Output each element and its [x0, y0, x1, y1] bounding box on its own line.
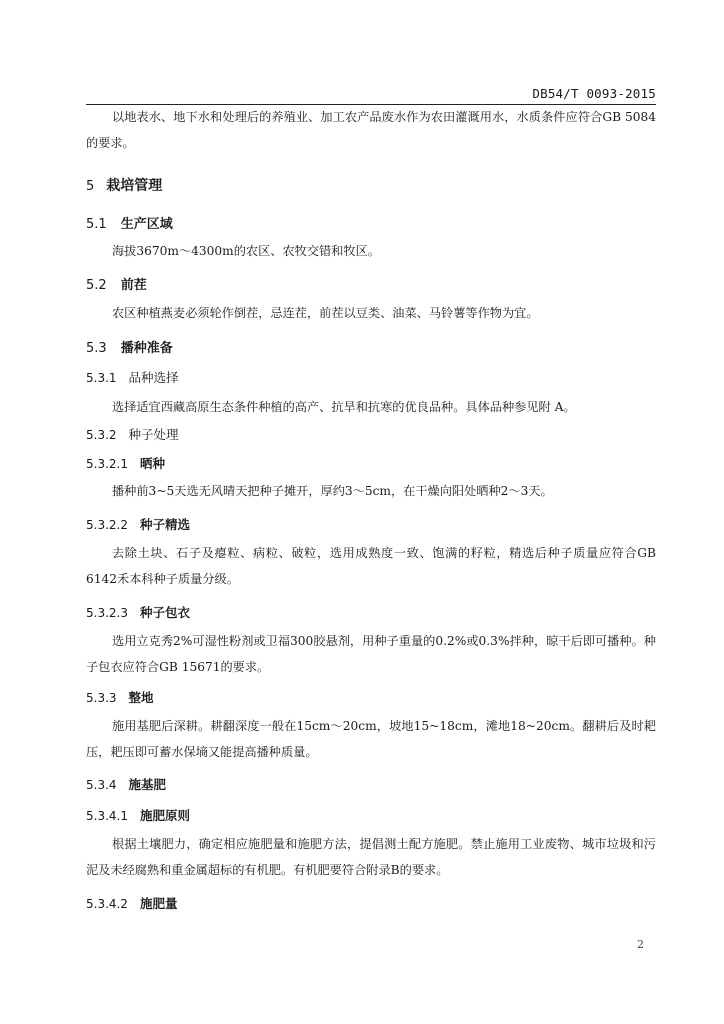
section-5-3-2-3-heading: [86, 603, 656, 623]
section-5-3-3-heading: [86, 688, 656, 708]
section-5-1-heading: [86, 215, 656, 235]
section-title: 种子处理: [128, 427, 179, 442]
section-number: 5.3.4: [86, 778, 117, 792]
section-number: 5.3.4.1: [86, 809, 128, 823]
section-5-1-text: 海拔3670m～4300m的农区、农牧交错和牧区。: [112, 244, 380, 258]
section-title: 种子精选: [139, 517, 190, 532]
section-5-3-2-1-heading: [86, 454, 656, 474]
section-title: 施肥量: [139, 896, 178, 911]
section-5-heading: [86, 176, 656, 197]
section-5-3-4-heading: [86, 775, 656, 795]
section-5-3-2-2-text: 去除土块、石子及瘪粒、病粒、破粒，选用成熟度一致、饱满的籽粒，精选后种子质量应符合GB 6142禾本科种子质量分级。: [86, 546, 656, 586]
section-number: 5.3.2.2: [86, 518, 128, 532]
section-5-3-2-1-text: 播种前3~5天选无风晴天把种子摊开，厚约3～5cm，在干燥向阳处晒种2～3天。: [112, 484, 553, 498]
section-number: 5: [86, 179, 95, 194]
section-number: 5.3.2: [86, 428, 117, 442]
section-number: 5.3.2.3: [86, 606, 128, 620]
section-title: 栽培管理: [106, 178, 163, 194]
section-5-3-2-heading: [86, 425, 656, 445]
section-title: 晒种: [139, 456, 165, 471]
section-title: 前茬: [120, 278, 147, 293]
document-code: DB54/T 0093-2015: [532, 86, 656, 101]
section-title: 施肥原则: [139, 808, 190, 823]
section-number: 5.3.1: [86, 371, 117, 385]
section-5-3-3-text: 施用基肥后深耕。耕翻深度一般在15cm～20cm，坡地15~18cm，滩地18~20cm。翻耕后及时耙压，耙压即可蓄水保墒又能提高播种质量。: [86, 719, 656, 759]
section-5-2-text: 农区种植燕麦必须轮作倒茬，忌连茬，前茬以豆类、油菜、马铃薯等作物为宜。: [112, 306, 539, 320]
section-5-3-1-text: 选择适宜西藏高原生态条件种植的高产、抗旱和抗寒的优良品种。具体品种参见附 A。: [112, 400, 576, 414]
section-5-3-heading: [86, 339, 656, 359]
section-title: 播种准备: [120, 341, 173, 356]
section-5-3-4-1-text: 根据土壤肥力，确定相应施肥量和施肥方法，提倡测土配方施肥。禁止施用工业废物、城市垃圾和污泥及未经腐熟和重金属超标的有机肥。有机肥要符合附录B的要求。: [86, 837, 656, 877]
section-title: 整地: [128, 690, 154, 705]
section-title: 生产区域: [120, 217, 173, 232]
section-title: 品种选择: [128, 370, 179, 385]
section-number: 5.3.3: [86, 691, 117, 705]
section-title: 种子包衣: [139, 605, 190, 620]
section-number: 5.1: [86, 217, 107, 232]
section-title: 施基肥: [128, 777, 167, 792]
section-number: 5.3: [86, 341, 107, 356]
section-5-3-2-3-text: 选用立克秀2%可湿性粉剂或卫福300胶悬剂，用种子重量的0.2%或0.3%拌种，晾干后即可播种。种子包衣应符合GB 15671的要求。: [86, 634, 656, 674]
section-number: 5.3.4.2: [86, 897, 128, 911]
section-5-2-heading: [86, 276, 656, 296]
section-number: 5.2: [86, 278, 107, 293]
section-5-3-1-heading: [86, 368, 656, 388]
section-number: 5.3.2.1: [86, 457, 128, 471]
page-number: 2: [637, 938, 644, 951]
section-5-3-2-2-heading: [86, 515, 656, 535]
section-5-3-4-1-heading: [86, 806, 656, 826]
section-5-3-4-2-heading: [86, 894, 656, 914]
intro-paragraph: 以地表水、地下水和处理后的养殖业、加工农产品废水作为农田灌溉用水，水质条件应符合GB 5084的要求。: [86, 110, 656, 150]
